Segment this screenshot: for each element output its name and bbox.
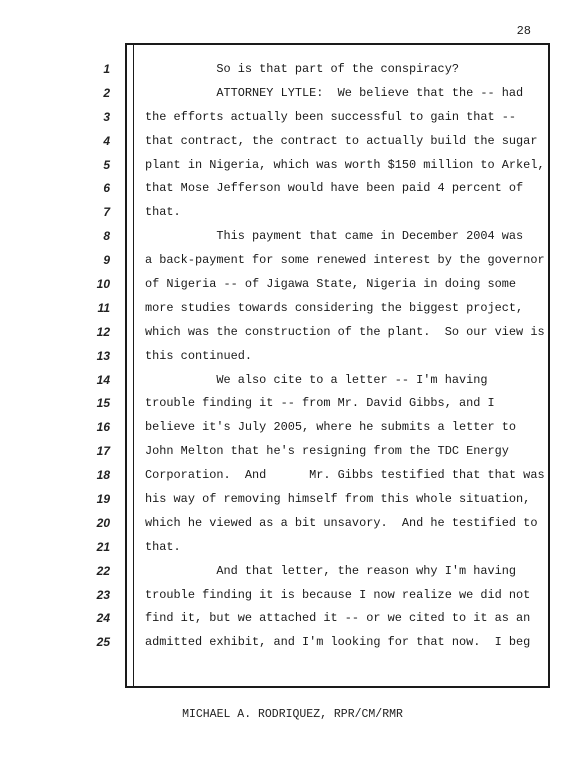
line-number: 21 <box>96 539 110 554</box>
line-number: 3 <box>103 109 110 124</box>
transcript-line: that. <box>145 539 181 554</box>
line-number: 22 <box>96 563 110 578</box>
transcript-line: of Nigeria -- of Jigawa State, Nigeria in doing some <box>145 277 517 292</box>
line-number: 12 <box>96 324 110 339</box>
line-number: 5 <box>103 157 110 172</box>
transcript-line: We also cite to a letter -- I'm having <box>145 372 488 387</box>
transcript-line: which he viewed as a bit unsavory. And he testified to <box>145 515 538 530</box>
line-number: 1 <box>103 62 110 76</box>
margin-rule <box>133 43 134 688</box>
transcript-line: This payment that came in December 2004 was <box>145 229 524 244</box>
line-number: 8 <box>103 229 110 244</box>
transcript-line: John Melton that he's resigning from the TDC Energy <box>145 444 509 459</box>
line-number: 11 <box>97 300 110 315</box>
transcript-line: ATTORNEY LYTLE: We believe that the -- had <box>145 85 524 100</box>
line-number: 19 <box>96 492 110 507</box>
line-number: 9 <box>103 253 110 268</box>
line-number: 18 <box>96 468 110 483</box>
transcript-line: which was the construction of the plant. So our view is <box>145 324 545 339</box>
transcript-line: Corporation. And Mr. Gibbs testified that that was <box>145 468 545 483</box>
transcript-line: that. <box>145 205 181 220</box>
line-number: 24 <box>96 611 110 626</box>
transcript-line: trouble finding it is because I now realize we did not <box>145 587 531 602</box>
line-number: 4 <box>103 133 110 148</box>
line-number: 2 <box>103 85 110 100</box>
reporter-footer: MICHAEL A. RODRIQUEZ, RPR/CM/RMR <box>182 708 403 721</box>
transcript-line: his way of removing himself from this whole situation, <box>145 492 531 507</box>
line-number: 7 <box>103 205 110 220</box>
transcript-line: that contract, the contract to actually build the sugar <box>145 133 538 148</box>
transcript-line: So is that part of the conspiracy? <box>145 62 459 76</box>
transcript-line: admitted exhibit, and I'm looking for that now. I beg <box>145 635 531 650</box>
transcript-line: plant in Nigeria, which was worth $150 million to Arkel, <box>145 157 545 172</box>
line-number: 17 <box>96 444 110 459</box>
line-number-column <box>84 61 110 658</box>
line-number: 10 <box>96 277 110 292</box>
transcript-line: believe it's July 2005, where he submits a letter to <box>145 420 517 435</box>
transcript-line: the efforts actually been successful to gain that -- <box>145 109 517 124</box>
line-number: 25 <box>96 635 110 650</box>
transcript-line: trouble finding it -- from Mr. David Gibbs, and I <box>145 396 495 411</box>
transcript-body <box>145 61 543 658</box>
line-number: 15 <box>96 396 110 411</box>
transcript-line: find it, but we attached it -- or we cited to it as an <box>145 611 531 626</box>
line-number: 20 <box>96 515 110 530</box>
transcript-line: that Mose Jefferson would have been paid 4 percent of <box>145 181 524 196</box>
line-number: 16 <box>96 420 110 435</box>
transcript-line: more studies towards considering the biggest project, <box>145 300 524 315</box>
line-number: 23 <box>96 587 110 602</box>
line-number: 13 <box>96 348 110 363</box>
line-number: 6 <box>103 181 110 196</box>
line-number: 14 <box>96 372 110 387</box>
transcript-line: this continued. <box>145 348 253 363</box>
transcript-line: a back-payment for some renewed interest by the governor <box>145 253 545 268</box>
page-number: 28 <box>516 24 531 38</box>
transcript-line: And that letter, the reason why I'm having <box>145 563 517 578</box>
